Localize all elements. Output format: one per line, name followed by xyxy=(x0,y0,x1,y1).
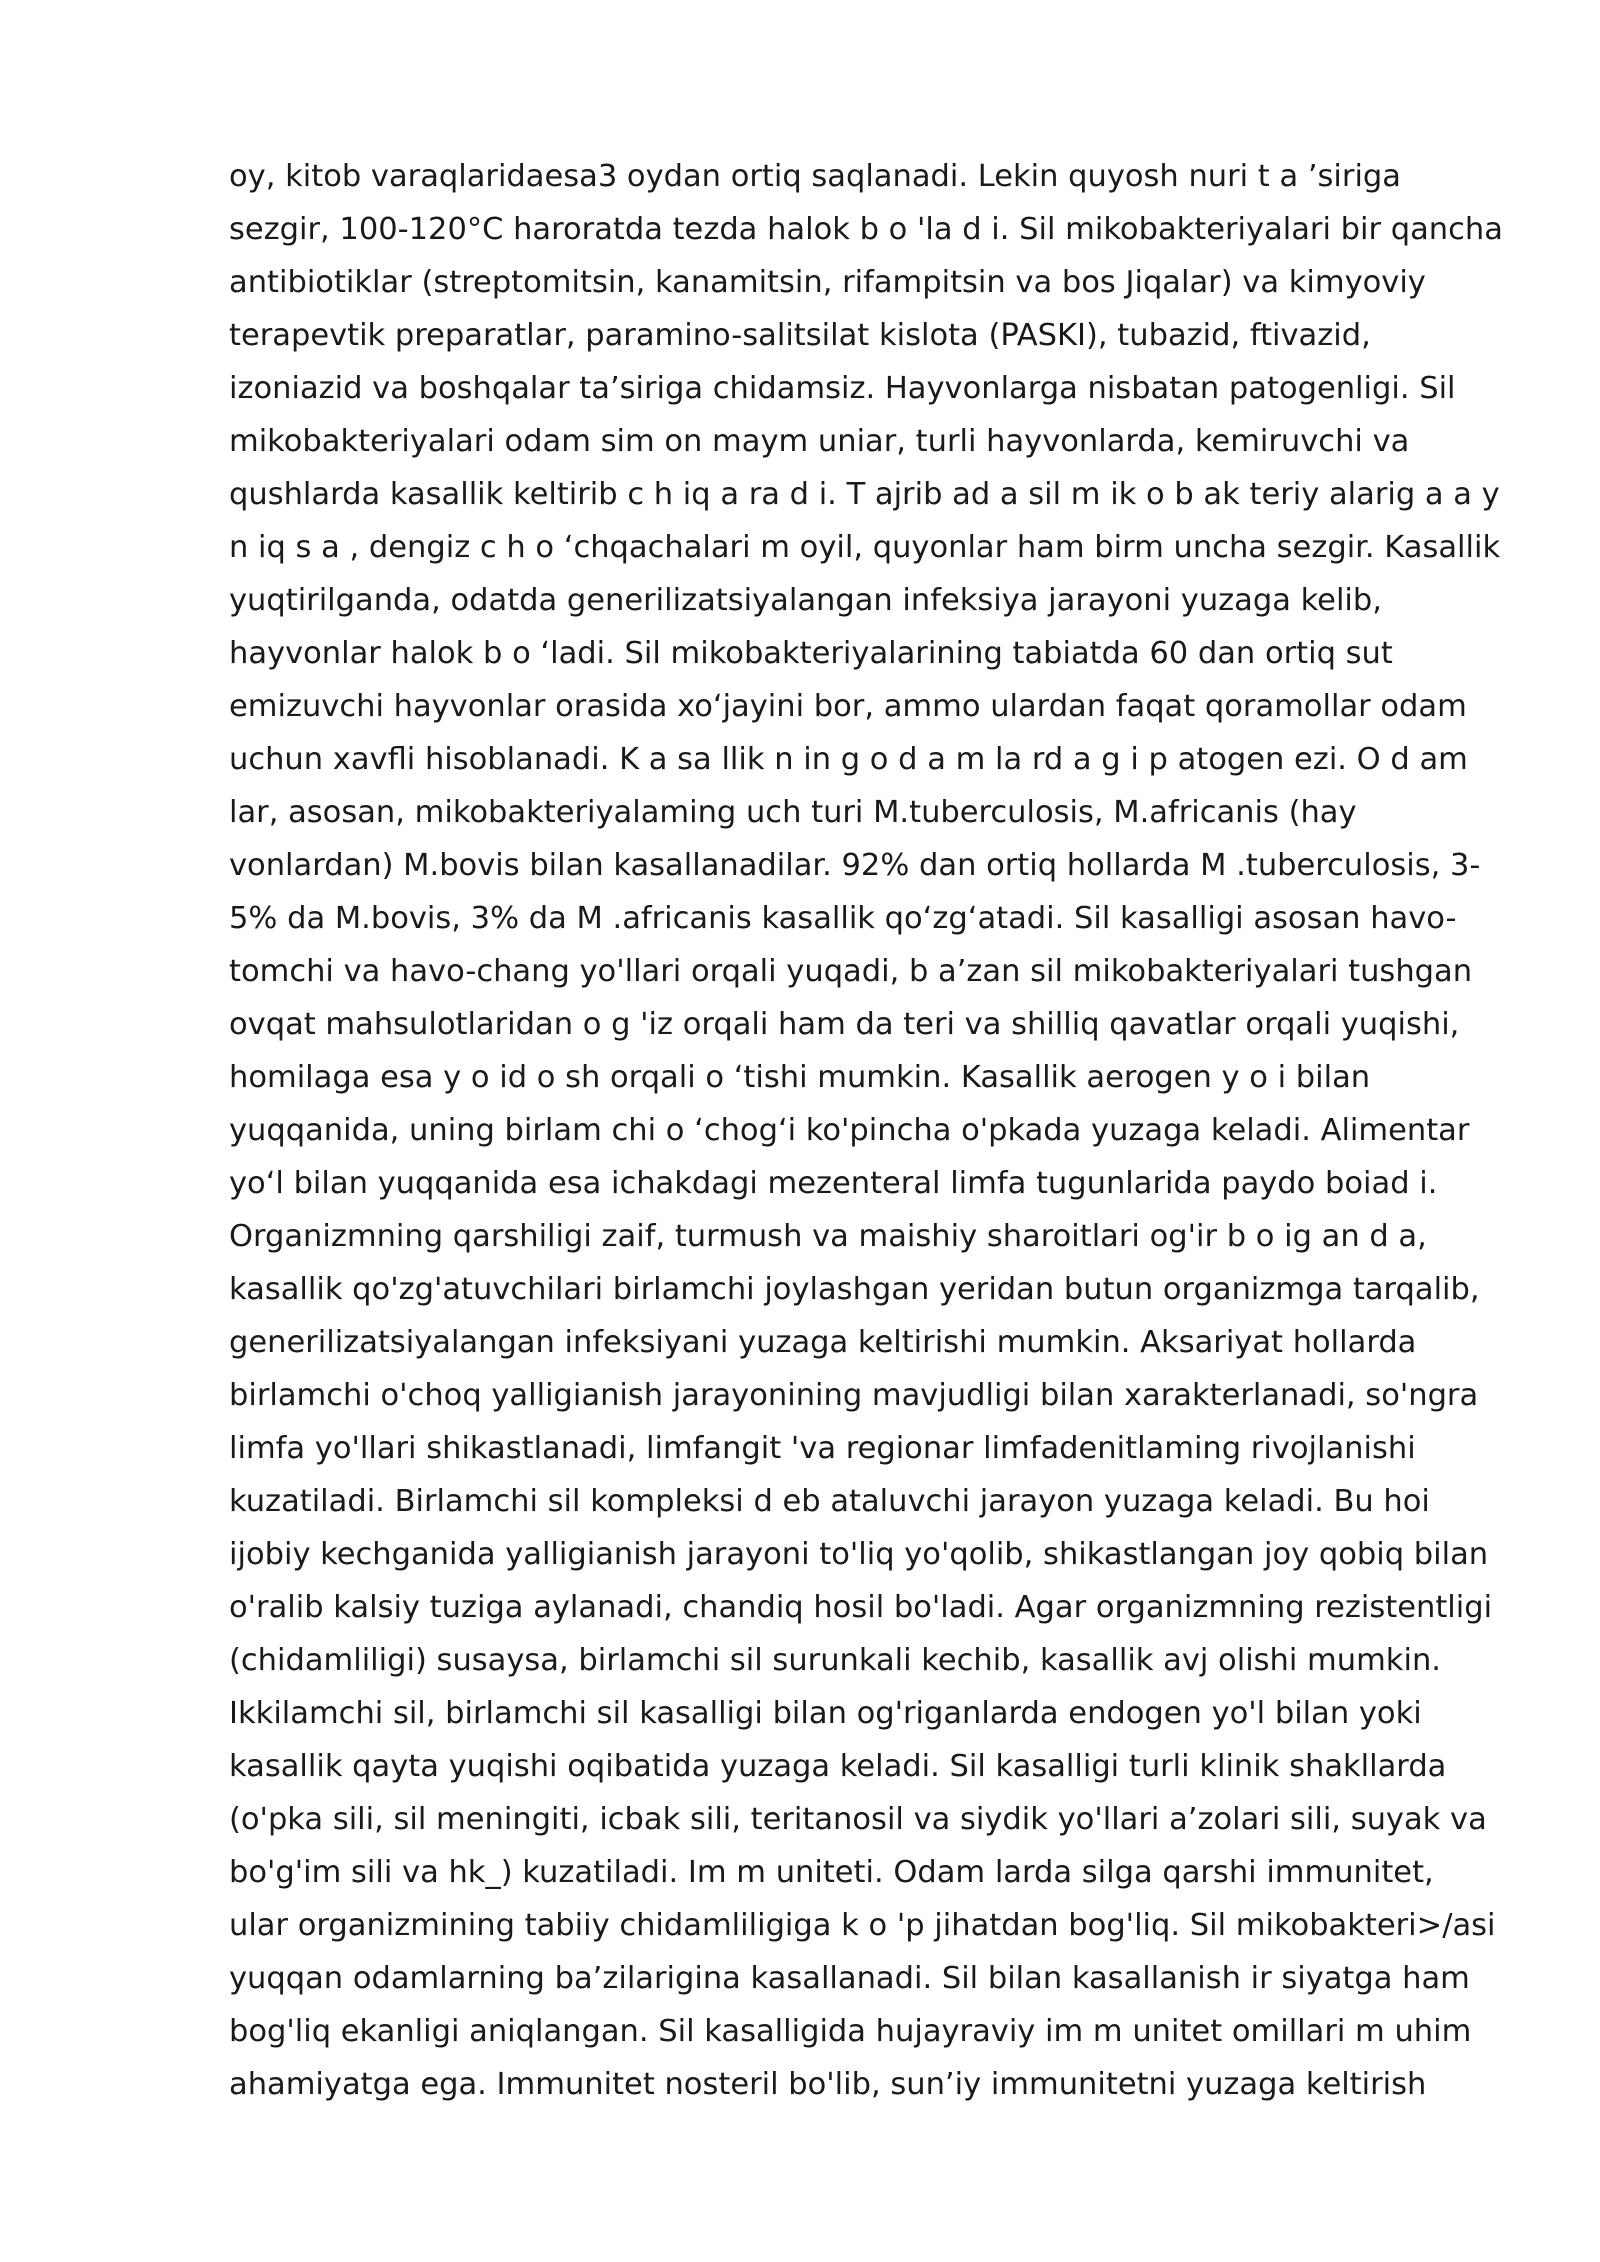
text-line: o'ralib kalsiy tuziga aylanadi, chandiq hosil bo'ladi. Agar organizmning rezistentligi xyxy=(229,1590,1493,1625)
text-line: yuqtirilganda, odatda generilizatsiyalangan infeksiya jarayoni yuzaga kelib, xyxy=(229,583,1382,618)
text-line: generilizatsiyalangan infeksiyani yuzaga keltirishi mumkin. Aksariyat hollarda xyxy=(229,1325,1417,1360)
text-line: vonlardan) M.bovis bilan kasallanadilar. 92% dan ortiq hollarda M .tuberculosis, 3- xyxy=(229,848,1481,883)
text-line: terapevtik preparatlar, paramino-salitsilat kislota (PASKI), tubazid, ftivazid, xyxy=(229,318,1371,353)
text-line: ovqat mahsulotlaridan o g 'iz orqali ham da teri va shilliq qavatlar orqali yuqishi, xyxy=(229,1007,1460,1042)
text-line: bo'g'im sili va hk_) kuzatiladi. Im m uniteti. Odam larda silga qarshi immunitet, xyxy=(229,1855,1434,1890)
text-line: oy, kitob varaqlaridaesa3 oydan ortiq saqlanadi. Lekin quyosh nuri t a ’siriga xyxy=(229,159,1401,194)
text-line: yuqqan odamlarning ba’zilarigina kasallanadi. Sil bilan kasallanish ir siyatga ham xyxy=(229,1961,1470,1996)
text-line: birlamchi o'choq yalligianish jarayonining mavjudligi bilan xarakterlanadi, so'ngra xyxy=(229,1378,1479,1413)
text-line: ahamiyatga ega. Immunitet nosteril bo'lib, sun’iy immunitetni yuzaga keltirish xyxy=(229,2067,1427,2102)
text-line: tomchi va havo-chang yo'llari orqali yuqadi, b a’zan sil mikobakteriyalari tushgan xyxy=(229,954,1473,989)
text-line: limfa yo'llari shikastlanadi, limfangit 'va regionar limfadenitlaming rivojlanishi xyxy=(229,1431,1416,1466)
text-line: 5% da M.bovis, 3% da M .africanis kasallik qo‘zg‘atadi. Sil kasalligi asosan havo- xyxy=(229,901,1457,936)
text-line: sezgir, 100-120°C haroratda tezda halok b o 'la d i. Sil mikobakteriyalari bir qancha xyxy=(229,212,1503,247)
text-line: ular organizmining tabiiy chidamliligiga k o 'p jihatdan bog'liq. Sil mikobakteri>/asi xyxy=(229,1908,1496,1943)
text-line: homilaga esa y o id o sh orqali o ‘tishi mumkin. Kasallik aerogen y o i bilan xyxy=(229,1060,1371,1095)
text-line: yuqqanida, uning birlam chi o ‘chog‘i ko'pincha o'pkada yuzaga keladi. Alimentar xyxy=(229,1113,1470,1148)
text-line: yo‘l bilan yuqqanida esa ichakdagi mezenteral limfa tugunlarida paydo boiad i. xyxy=(229,1166,1438,1201)
text-line: bog'liq ekanligi aniqlangan. Sil kasalligida hujayraviy im m unitet omillari m uhim xyxy=(229,2014,1472,2049)
text-line: Ikkilamchi sil, birlamchi sil kasalligi bilan og'riganlarda endogen yo'l bilan yoki xyxy=(229,1696,1422,1731)
text-line: n iq s a , dengiz c h o ‘chqachalari m oyil, quyonlar ham birm uncha sezgir. Kasallik xyxy=(229,530,1501,565)
text-line: kasallik qayta yuqishi oqibatida yuzaga keladi. Sil kasalligi turli klinik shakllarda xyxy=(229,1749,1447,1784)
text-line: hayvonlar halok b o ‘ladi. Sil mikobakteriyalarining tabiatda 60 dan ortiq sut xyxy=(229,636,1393,671)
text-line: kasallik qo'zg'atuvchilari birlamchi joylashgan yeridan butun organizmga tarqalib, xyxy=(229,1272,1480,1307)
text-line: Organizmning qarshiligi zaif, turmush va maishiy sharoitlari og'ir b o ig an d a, xyxy=(229,1219,1427,1254)
text-line: (o'pka sili, sil meningiti, icbak sili, teritanosil va siydik yo'llari a’zolari sili, suyak va xyxy=(229,1802,1487,1837)
text-line: antibiotiklar (streptomitsin, kanamitsin, rifampitsin va bos Jiqalar) va kimyoviy xyxy=(229,265,1426,300)
text-line: ijobiy kechganida yalligianish jarayoni to'liq yo'qolib, shikastlangan joy qobiq bilan xyxy=(229,1537,1489,1572)
text-line: uchun xavfli hisoblanadi. K a sa llik n in g o d a m la rd a g i p atogen ezi. O d am xyxy=(229,742,1468,777)
text-line: kuzatiladi. Birlamchi sil kompleksi d eb ataluvchi jarayon yuzaga keladi. Bu hoi xyxy=(229,1484,1430,1519)
text-line: mikobakteriyalari odam sim on maym uniar, turli hayvonlarda, kemiruvchi va xyxy=(229,424,1410,459)
body-text xyxy=(229,150,1529,2111)
text-line: izoniazid va boshqalar ta’siriga chidamsiz. Hayvonlarga nisbatan patogenligi. Sil xyxy=(229,371,1456,406)
text-line: qushlarda kasallik keltirib c h iq a ra d i. T ajrib ad a sil m ik o b ak teriy alarig a a y xyxy=(229,477,1500,512)
text-line: emizuvchi hayvonlar orasida xo‘jayini bor, ammo ulardan faqat qoramollar odam xyxy=(229,689,1467,724)
text-line: (chidamliligi) susaysa, birlamchi sil surunkali kechib, kasallik avj olishi mumkin. xyxy=(229,1643,1441,1678)
text-line: lar, asosan, mikobakteriyalaming uch turi M.tuberculosis, M.africanis (hay xyxy=(229,795,1357,830)
